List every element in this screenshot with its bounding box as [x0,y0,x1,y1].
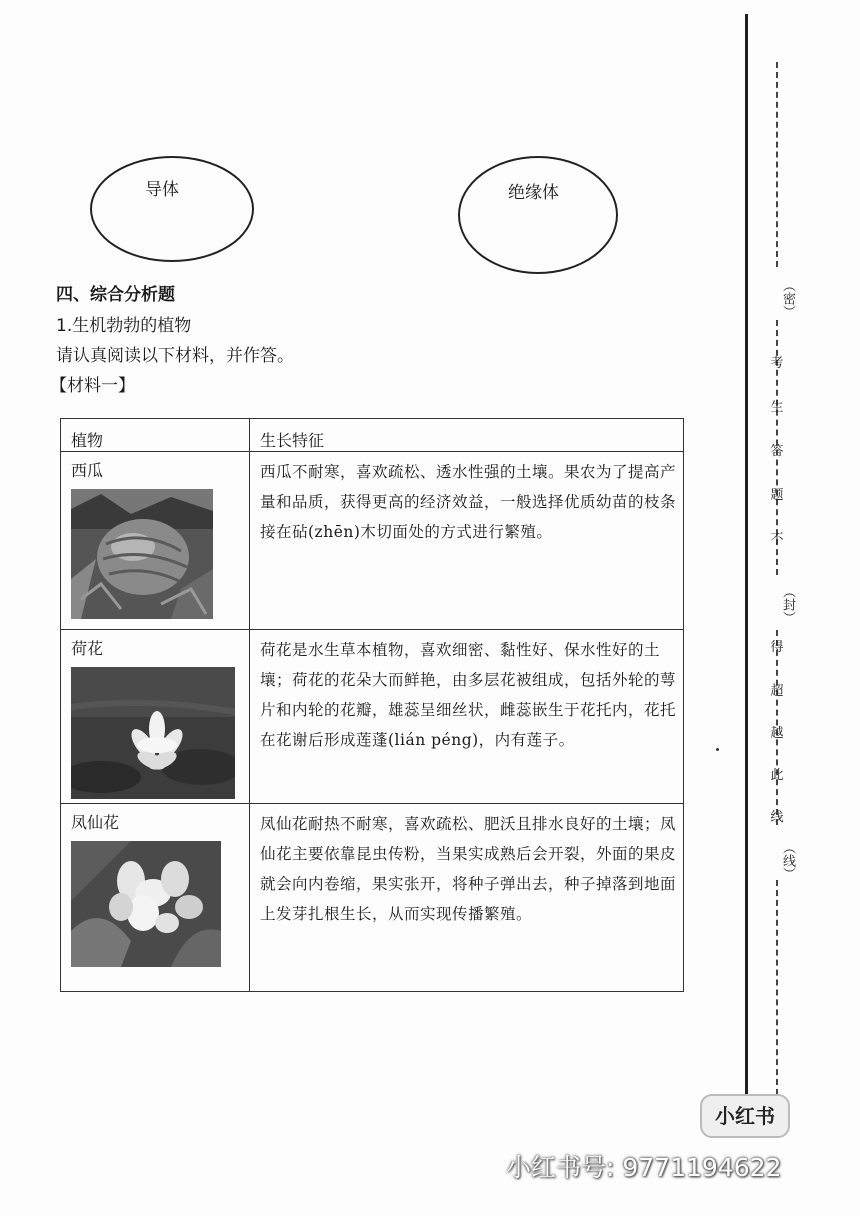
plant-name-watermelon: 西瓜 [71,461,104,480]
stray-dot [716,748,719,751]
impatiens-photo [71,841,221,967]
strip-char: 生 [770,400,784,415]
conductor-oval [90,156,254,262]
strip-char: 考 [770,356,784,371]
question-title: 1.生机勃勃的植物 [56,316,192,336]
table-header-row [61,419,684,452]
strip-char: 题 [770,488,784,503]
plant-table [60,418,684,992]
description-impatiens: 凤仙花耐热不耐寒，喜欢疏松、肥沃且排水良好的土壤；凤仙花主要依靠昆虫传粉，当果实成熟后会开裂，外面的果皮就会向内卷缩，果实张开，将种子弹出去，种子掉落到地面上发芽扎根生长，从而实现传播繁殖。 [260,815,677,923]
insulator-oval [458,156,618,274]
binding-line [745,14,748,1094]
description-lotus: 荷花是水生草本植物，喜欢细密、黏性好、保水性好的土壤；荷花的花朵大而鲜艳，由多层花被组成，包括外轮的萼片和内轮的花瓣，雄蕊呈细丝状，雌蕊嵌生于花托内，花托在花谢后形成莲蓬(lián péng)，内有莲子。 [260,641,677,749]
lotus-photo [71,667,235,799]
plant-name-impatiens: 凤仙花 [71,813,120,832]
conductor-label: 导体 [145,180,179,200]
seal-mark-bottom: （线） [780,840,795,880]
strip-char: 超 [770,684,784,699]
strip-char: 不 [770,532,784,547]
table-row [61,630,684,804]
strip-char: 越 [770,726,784,741]
seal-mark-middle: （封） [780,584,795,624]
insulator-label: 绝缘体 [508,183,559,203]
header-growth-features: 生长特征 [260,431,325,450]
strip-char: 线 [770,810,784,825]
strip-char: 得 [770,640,784,655]
cut-line-bottom [776,880,780,1095]
material-label: 【材料一】 [50,376,135,396]
watermelon-photo [71,489,213,619]
section-title: 四、综合分析题 [56,285,175,305]
plant-name-lotus: 荷花 [71,639,104,658]
strip-char: 此 [770,768,784,783]
description-watermelon: 西瓜不耐寒，喜欢疏松、透水性强的土壤。果农为了提高产量和品质，获得更高的经济效益，一般选择优质幼苗的枝条接在砧(zhēn)木切面处的方式进行繁殖。 [260,463,677,541]
instruction-text: 请认真阅读以下材料，并作答。 [56,346,294,366]
header-plant: 植物 [71,431,104,450]
watermark-text: 小红书号: 9771194622 [506,1153,782,1182]
xiaohongshu-badge: 小红书 [700,1094,790,1138]
seal-mark-top: （密） [780,278,795,318]
strip-char: 答 [770,444,784,459]
table-row [61,804,684,992]
table-row [61,452,684,630]
cut-line-top [776,62,780,267]
